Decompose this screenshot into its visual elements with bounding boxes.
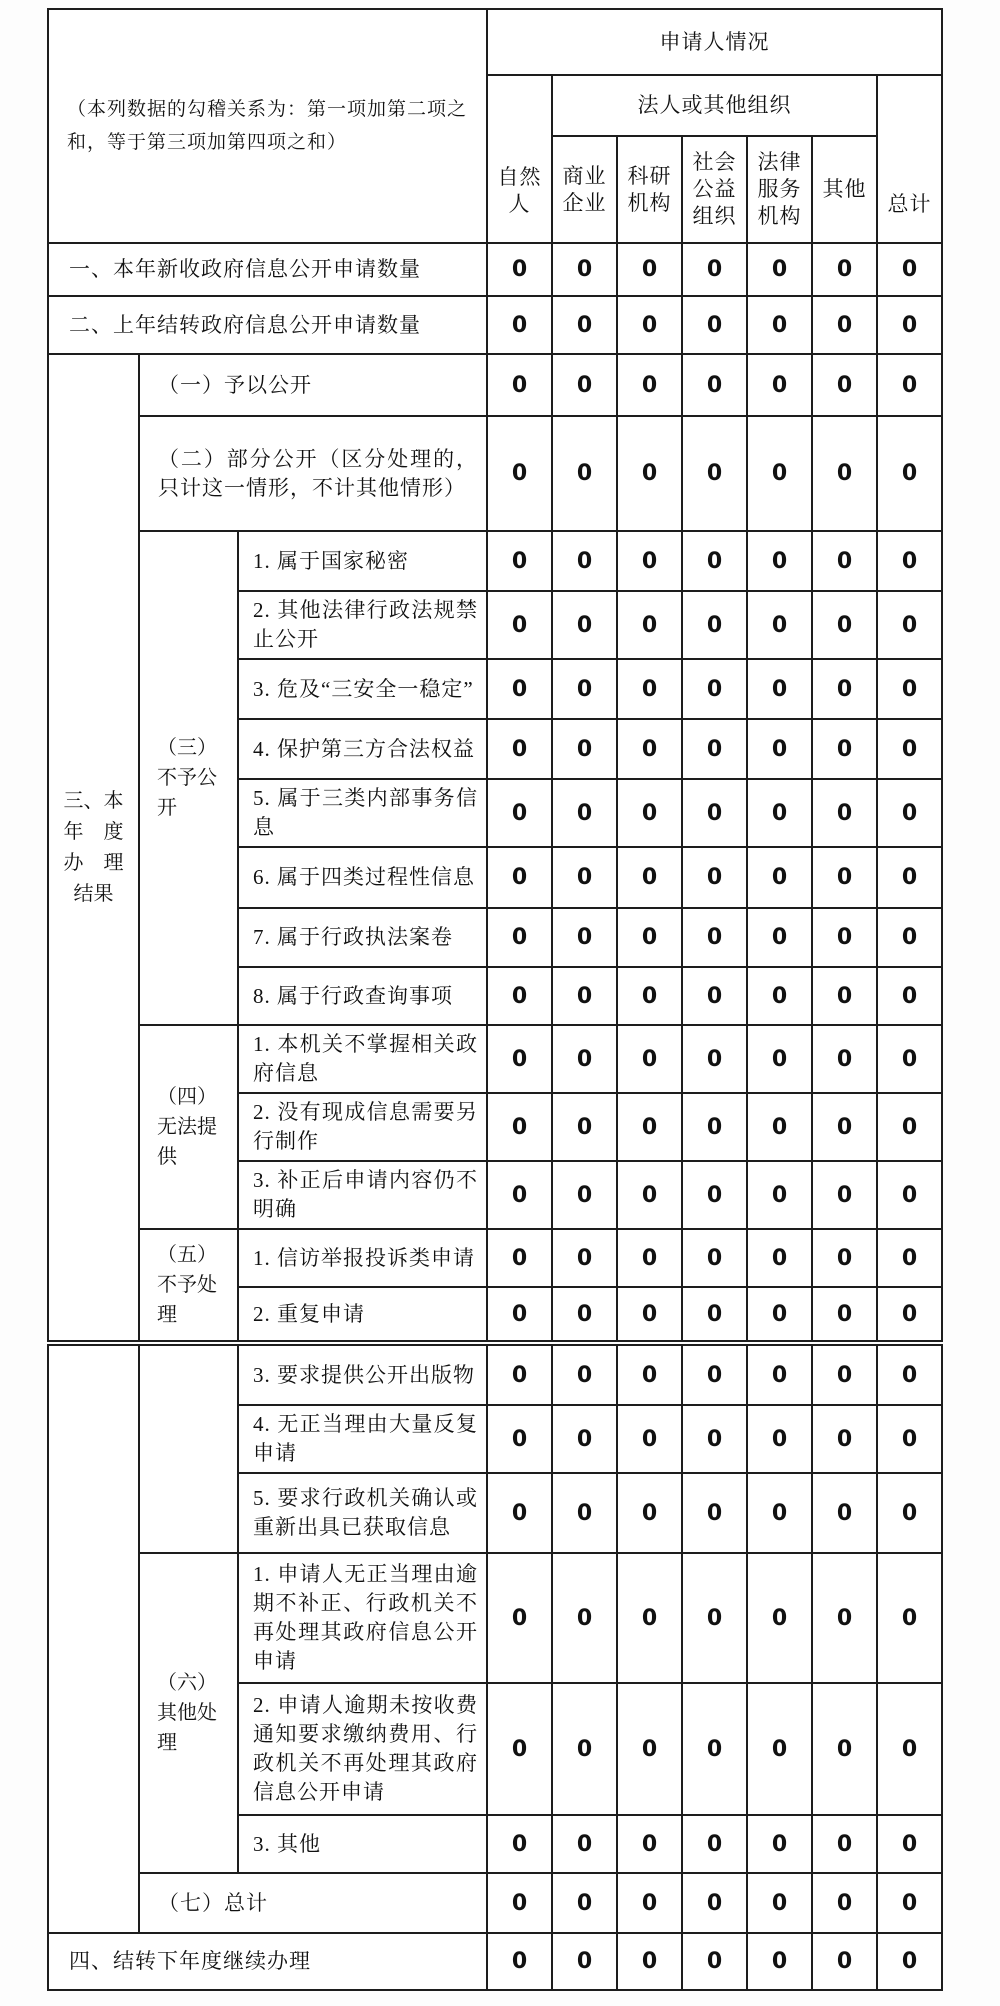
value-cell: 0 <box>877 908 942 967</box>
value-cell: 0 <box>682 416 747 531</box>
value-cell: 0 <box>877 1093 942 1161</box>
row-label: 6. 属于四类过程性信息 <box>238 847 487 908</box>
value-cell: 0 <box>747 416 812 531</box>
value-cell: 0 <box>877 531 942 591</box>
value-cell: 0 <box>487 1405 552 1473</box>
value-cell: 0 <box>617 1161 682 1229</box>
value-cell: 0 <box>682 1093 747 1161</box>
value-cell: 0 <box>487 1025 552 1093</box>
value-cell: 0 <box>682 1933 747 1990</box>
value-cell: 0 <box>747 354 812 416</box>
group6-label-cell: （六）其他处理 <box>139 1553 238 1873</box>
value-cell: 0 <box>812 967 877 1025</box>
value-cell: 0 <box>877 1683 942 1815</box>
value-cell: 0 <box>877 1345 942 1405</box>
value-cell: 0 <box>617 908 682 967</box>
value-cell: 0 <box>747 779 812 847</box>
value-cell: 0 <box>747 847 812 908</box>
value-cell: 0 <box>487 354 552 416</box>
value-cell: 0 <box>617 1229 682 1287</box>
value-cell: 0 <box>617 1933 682 1990</box>
section3-continued-cell <box>48 1345 139 1933</box>
value-cell: 0 <box>617 1287 682 1341</box>
row-label: 3. 危及“三安全一稳定” <box>238 659 487 719</box>
table-row <box>48 416 942 531</box>
value-cell: 0 <box>617 779 682 847</box>
disclosure-table-block-1 <box>47 8 943 1342</box>
row-label: 4. 保护第三方合法权益 <box>238 719 487 779</box>
row-label: 1. 信访举报投诉类申请 <box>238 1229 487 1287</box>
value-cell: 0 <box>812 591 877 659</box>
value-cell: 0 <box>617 719 682 779</box>
table-row <box>48 1345 942 1405</box>
value-cell: 0 <box>682 1873 747 1933</box>
value-cell: 0 <box>682 1683 747 1815</box>
value-cell: 0 <box>747 1093 812 1161</box>
group3-label-cell: （三）不予公开 <box>139 531 238 1025</box>
value-cell: 0 <box>682 1345 747 1405</box>
value-cell: 0 <box>877 1933 942 1990</box>
value-cell: 0 <box>487 1287 552 1341</box>
group5-continued-cell <box>139 1345 238 1553</box>
reconciliation-note: （本列数据的勾稽关系为：第一项加第二项之和，等于第三项加第四项之和） <box>48 9 487 243</box>
value-cell: 0 <box>552 1229 617 1287</box>
value-cell: 0 <box>877 847 942 908</box>
value-cell: 0 <box>617 659 682 719</box>
table-row <box>48 296 942 354</box>
value-cell: 0 <box>747 1683 812 1815</box>
value-cell: 0 <box>552 1683 617 1815</box>
value-cell: 0 <box>617 1025 682 1093</box>
value-cell: 0 <box>552 1473 617 1553</box>
value-cell: 0 <box>747 243 812 296</box>
value-cell: 0 <box>487 719 552 779</box>
value-cell: 0 <box>617 354 682 416</box>
row-label: （一）予以公开 <box>139 354 487 416</box>
value-cell: 0 <box>552 416 617 531</box>
value-cell: 0 <box>747 967 812 1025</box>
value-cell: 0 <box>877 1229 942 1287</box>
value-cell: 0 <box>552 1553 617 1683</box>
value-cell: 0 <box>552 659 617 719</box>
org-group-header: 法人或其他组织 <box>552 75 877 136</box>
value-cell: 0 <box>682 1815 747 1873</box>
value-cell: 0 <box>747 1025 812 1093</box>
value-cell: 0 <box>747 719 812 779</box>
value-cell: 0 <box>747 1933 812 1990</box>
value-cell: 0 <box>487 416 552 531</box>
value-cell: 0 <box>877 591 942 659</box>
value-cell: 0 <box>682 296 747 354</box>
table-row <box>48 243 942 296</box>
table-row <box>48 354 942 416</box>
value-cell: 0 <box>747 1229 812 1287</box>
value-cell: 0 <box>487 591 552 659</box>
value-cell: 0 <box>617 531 682 591</box>
section3-label-cell: 三、本 年 度 办 理 结果 <box>48 354 139 1341</box>
value-cell: 0 <box>552 779 617 847</box>
value-cell: 0 <box>487 1093 552 1161</box>
row-label: 8. 属于行政查询事项 <box>238 967 487 1025</box>
value-cell: 0 <box>812 1683 877 1815</box>
value-cell: 0 <box>617 416 682 531</box>
value-cell: 0 <box>617 1553 682 1683</box>
disclosure-table-block-2 <box>47 1344 943 1991</box>
value-cell: 0 <box>487 1473 552 1553</box>
table-row <box>48 1229 942 1287</box>
value-cell: 0 <box>682 354 747 416</box>
row-label: 四、结转下年度继续办理 <box>48 1933 487 1990</box>
value-cell: 0 <box>747 1815 812 1873</box>
value-cell: 0 <box>747 1553 812 1683</box>
value-cell: 0 <box>812 531 877 591</box>
value-cell: 0 <box>487 779 552 847</box>
value-cell: 0 <box>487 1229 552 1287</box>
row-label: 2. 其他法律行政法规禁止公开 <box>238 591 487 659</box>
value-cell: 0 <box>552 908 617 967</box>
value-cell: 0 <box>487 1161 552 1229</box>
col-header-commercial-enterprise: 商业企业 <box>552 136 617 243</box>
value-cell: 0 <box>552 1025 617 1093</box>
group4-label-cell: （四）无法提供 <box>139 1025 238 1229</box>
value-cell: 0 <box>682 1287 747 1341</box>
value-cell: 0 <box>812 908 877 967</box>
value-cell: 0 <box>487 1815 552 1873</box>
value-cell: 0 <box>617 1405 682 1473</box>
value-cell: 0 <box>812 416 877 531</box>
col-header-legal-service-org: 法律服务机构 <box>747 136 812 243</box>
value-cell: 0 <box>487 1873 552 1933</box>
value-cell: 0 <box>617 967 682 1025</box>
col-header-social-welfare-org: 社会公益组织 <box>682 136 747 243</box>
value-cell: 0 <box>812 659 877 719</box>
row-label: 4. 无正当理由大量反复申请 <box>238 1405 487 1473</box>
value-cell: 0 <box>552 243 617 296</box>
value-cell: 0 <box>812 296 877 354</box>
value-cell: 0 <box>617 1873 682 1933</box>
value-cell: 0 <box>682 847 747 908</box>
value-cell: 0 <box>812 1873 877 1933</box>
value-cell: 0 <box>552 1161 617 1229</box>
col-header-natural-person: 自然人 <box>487 75 552 243</box>
value-cell: 0 <box>617 1345 682 1405</box>
value-cell: 0 <box>682 531 747 591</box>
value-cell: 0 <box>747 591 812 659</box>
row-label: 二、上年结转政府信息公开申请数量 <box>48 296 487 354</box>
table-row <box>48 531 942 591</box>
table-row <box>48 1933 942 1990</box>
value-cell: 0 <box>617 1473 682 1553</box>
value-cell: 0 <box>747 659 812 719</box>
value-cell: 0 <box>812 719 877 779</box>
value-cell: 0 <box>812 1933 877 1990</box>
value-cell: 0 <box>682 1473 747 1553</box>
value-cell: 0 <box>877 659 942 719</box>
row-label: 3. 要求提供公开出版物 <box>238 1345 487 1405</box>
value-cell: 0 <box>682 659 747 719</box>
value-cell: 0 <box>747 1345 812 1405</box>
group5-label-cell: （五）不予处理 <box>139 1229 238 1341</box>
value-cell: 0 <box>617 243 682 296</box>
value-cell: 0 <box>617 847 682 908</box>
value-cell: 0 <box>877 1287 942 1341</box>
value-cell: 0 <box>682 908 747 967</box>
value-cell: 0 <box>552 1405 617 1473</box>
value-cell: 0 <box>877 1553 942 1683</box>
row-label: 2. 申请人逾期未按收费通知要求缴纳费用、行政机关不再处理其政府信息公开申请 <box>238 1683 487 1815</box>
value-cell: 0 <box>812 354 877 416</box>
value-cell: 0 <box>877 1405 942 1473</box>
value-cell: 0 <box>617 1683 682 1815</box>
value-cell: 0 <box>812 1553 877 1683</box>
value-cell: 0 <box>877 1161 942 1229</box>
table-row <box>48 1553 942 1683</box>
value-cell: 0 <box>747 296 812 354</box>
value-cell: 0 <box>812 1345 877 1405</box>
value-cell: 0 <box>617 296 682 354</box>
value-cell: 0 <box>812 1161 877 1229</box>
value-cell: 0 <box>552 1093 617 1161</box>
row-label: 3. 其他 <box>238 1815 487 1873</box>
value-cell: 0 <box>552 1345 617 1405</box>
value-cell: 0 <box>812 1405 877 1473</box>
value-cell: 0 <box>682 243 747 296</box>
value-cell: 0 <box>617 591 682 659</box>
value-cell: 0 <box>812 1093 877 1161</box>
value-cell: 0 <box>552 1815 617 1873</box>
value-cell: 0 <box>487 1933 552 1990</box>
value-cell: 0 <box>682 719 747 779</box>
value-cell: 0 <box>487 1683 552 1815</box>
row-label: 5. 属于三类内部事务信息 <box>238 779 487 847</box>
value-cell: 0 <box>487 847 552 908</box>
value-cell: 0 <box>747 1873 812 1933</box>
value-cell: 0 <box>682 967 747 1025</box>
value-cell: 0 <box>487 908 552 967</box>
row-label: 2. 重复申请 <box>238 1287 487 1341</box>
row-label: （七）总计 <box>139 1873 487 1933</box>
value-cell: 0 <box>812 1473 877 1553</box>
applicant-situation-header: 申请人情况 <box>487 9 942 75</box>
value-cell: 0 <box>812 847 877 908</box>
value-cell: 0 <box>877 967 942 1025</box>
value-cell: 0 <box>682 1025 747 1093</box>
value-cell: 0 <box>812 779 877 847</box>
value-cell: 0 <box>552 354 617 416</box>
value-cell: 0 <box>747 908 812 967</box>
value-cell: 0 <box>617 1815 682 1873</box>
value-cell: 0 <box>682 779 747 847</box>
value-cell: 0 <box>487 1553 552 1683</box>
row-label: （二）部分公开（区分处理的，只计这一情形，不计其他情形） <box>139 416 487 531</box>
value-cell: 0 <box>747 1405 812 1473</box>
row-label: 一、本年新收政府信息公开申请数量 <box>48 243 487 296</box>
value-cell: 0 <box>617 1093 682 1161</box>
row-label: 3. 补正后申请内容仍不明确 <box>238 1161 487 1229</box>
value-cell: 0 <box>877 1815 942 1873</box>
value-cell: 0 <box>682 591 747 659</box>
row-label: 1. 申请人无正当理由逾期不补正、行政机关不再处理其政府信息公开申请 <box>238 1553 487 1683</box>
value-cell: 0 <box>552 719 617 779</box>
value-cell: 0 <box>552 591 617 659</box>
value-cell: 0 <box>877 416 942 531</box>
table-row <box>48 1873 942 1933</box>
value-cell: 0 <box>682 1229 747 1287</box>
value-cell: 0 <box>812 1287 877 1341</box>
value-cell: 0 <box>812 1025 877 1093</box>
value-cell: 0 <box>552 1873 617 1933</box>
value-cell: 0 <box>682 1553 747 1683</box>
value-cell: 0 <box>747 1287 812 1341</box>
value-cell: 0 <box>812 1815 877 1873</box>
value-cell: 0 <box>552 531 617 591</box>
value-cell: 0 <box>747 531 812 591</box>
row-label: 1. 属于国家秘密 <box>238 531 487 591</box>
value-cell: 0 <box>552 847 617 908</box>
row-label: 1. 本机关不掌握相关政府信息 <box>238 1025 487 1093</box>
table-row <box>48 1025 942 1093</box>
col-header-research-institution: 科研机构 <box>617 136 682 243</box>
value-cell: 0 <box>812 243 877 296</box>
header-row-1 <box>48 9 942 75</box>
col-header-total: 总计 <box>877 75 942 243</box>
value-cell: 0 <box>487 967 552 1025</box>
row-label: 7. 属于行政执法案卷 <box>238 908 487 967</box>
value-cell: 0 <box>487 659 552 719</box>
value-cell: 0 <box>877 1025 942 1093</box>
value-cell: 0 <box>877 243 942 296</box>
row-label: 5. 要求行政机关确认或重新出具已获取信息 <box>238 1473 487 1553</box>
value-cell: 0 <box>877 354 942 416</box>
value-cell: 0 <box>552 1287 617 1341</box>
value-cell: 0 <box>552 1933 617 1990</box>
value-cell: 0 <box>552 967 617 1025</box>
value-cell: 0 <box>487 531 552 591</box>
value-cell: 0 <box>682 1161 747 1229</box>
value-cell: 0 <box>877 1473 942 1553</box>
value-cell: 0 <box>682 1405 747 1473</box>
value-cell: 0 <box>812 1229 877 1287</box>
value-cell: 0 <box>877 1873 942 1933</box>
value-cell: 0 <box>552 296 617 354</box>
row-label: 2. 没有现成信息需要另行制作 <box>238 1093 487 1161</box>
value-cell: 0 <box>747 1473 812 1553</box>
value-cell: 0 <box>487 296 552 354</box>
value-cell: 0 <box>747 1161 812 1229</box>
value-cell: 0 <box>877 296 942 354</box>
value-cell: 0 <box>487 243 552 296</box>
value-cell: 0 <box>877 779 942 847</box>
col-header-other: 其他 <box>812 136 877 243</box>
value-cell: 0 <box>877 719 942 779</box>
value-cell: 0 <box>487 1345 552 1405</box>
